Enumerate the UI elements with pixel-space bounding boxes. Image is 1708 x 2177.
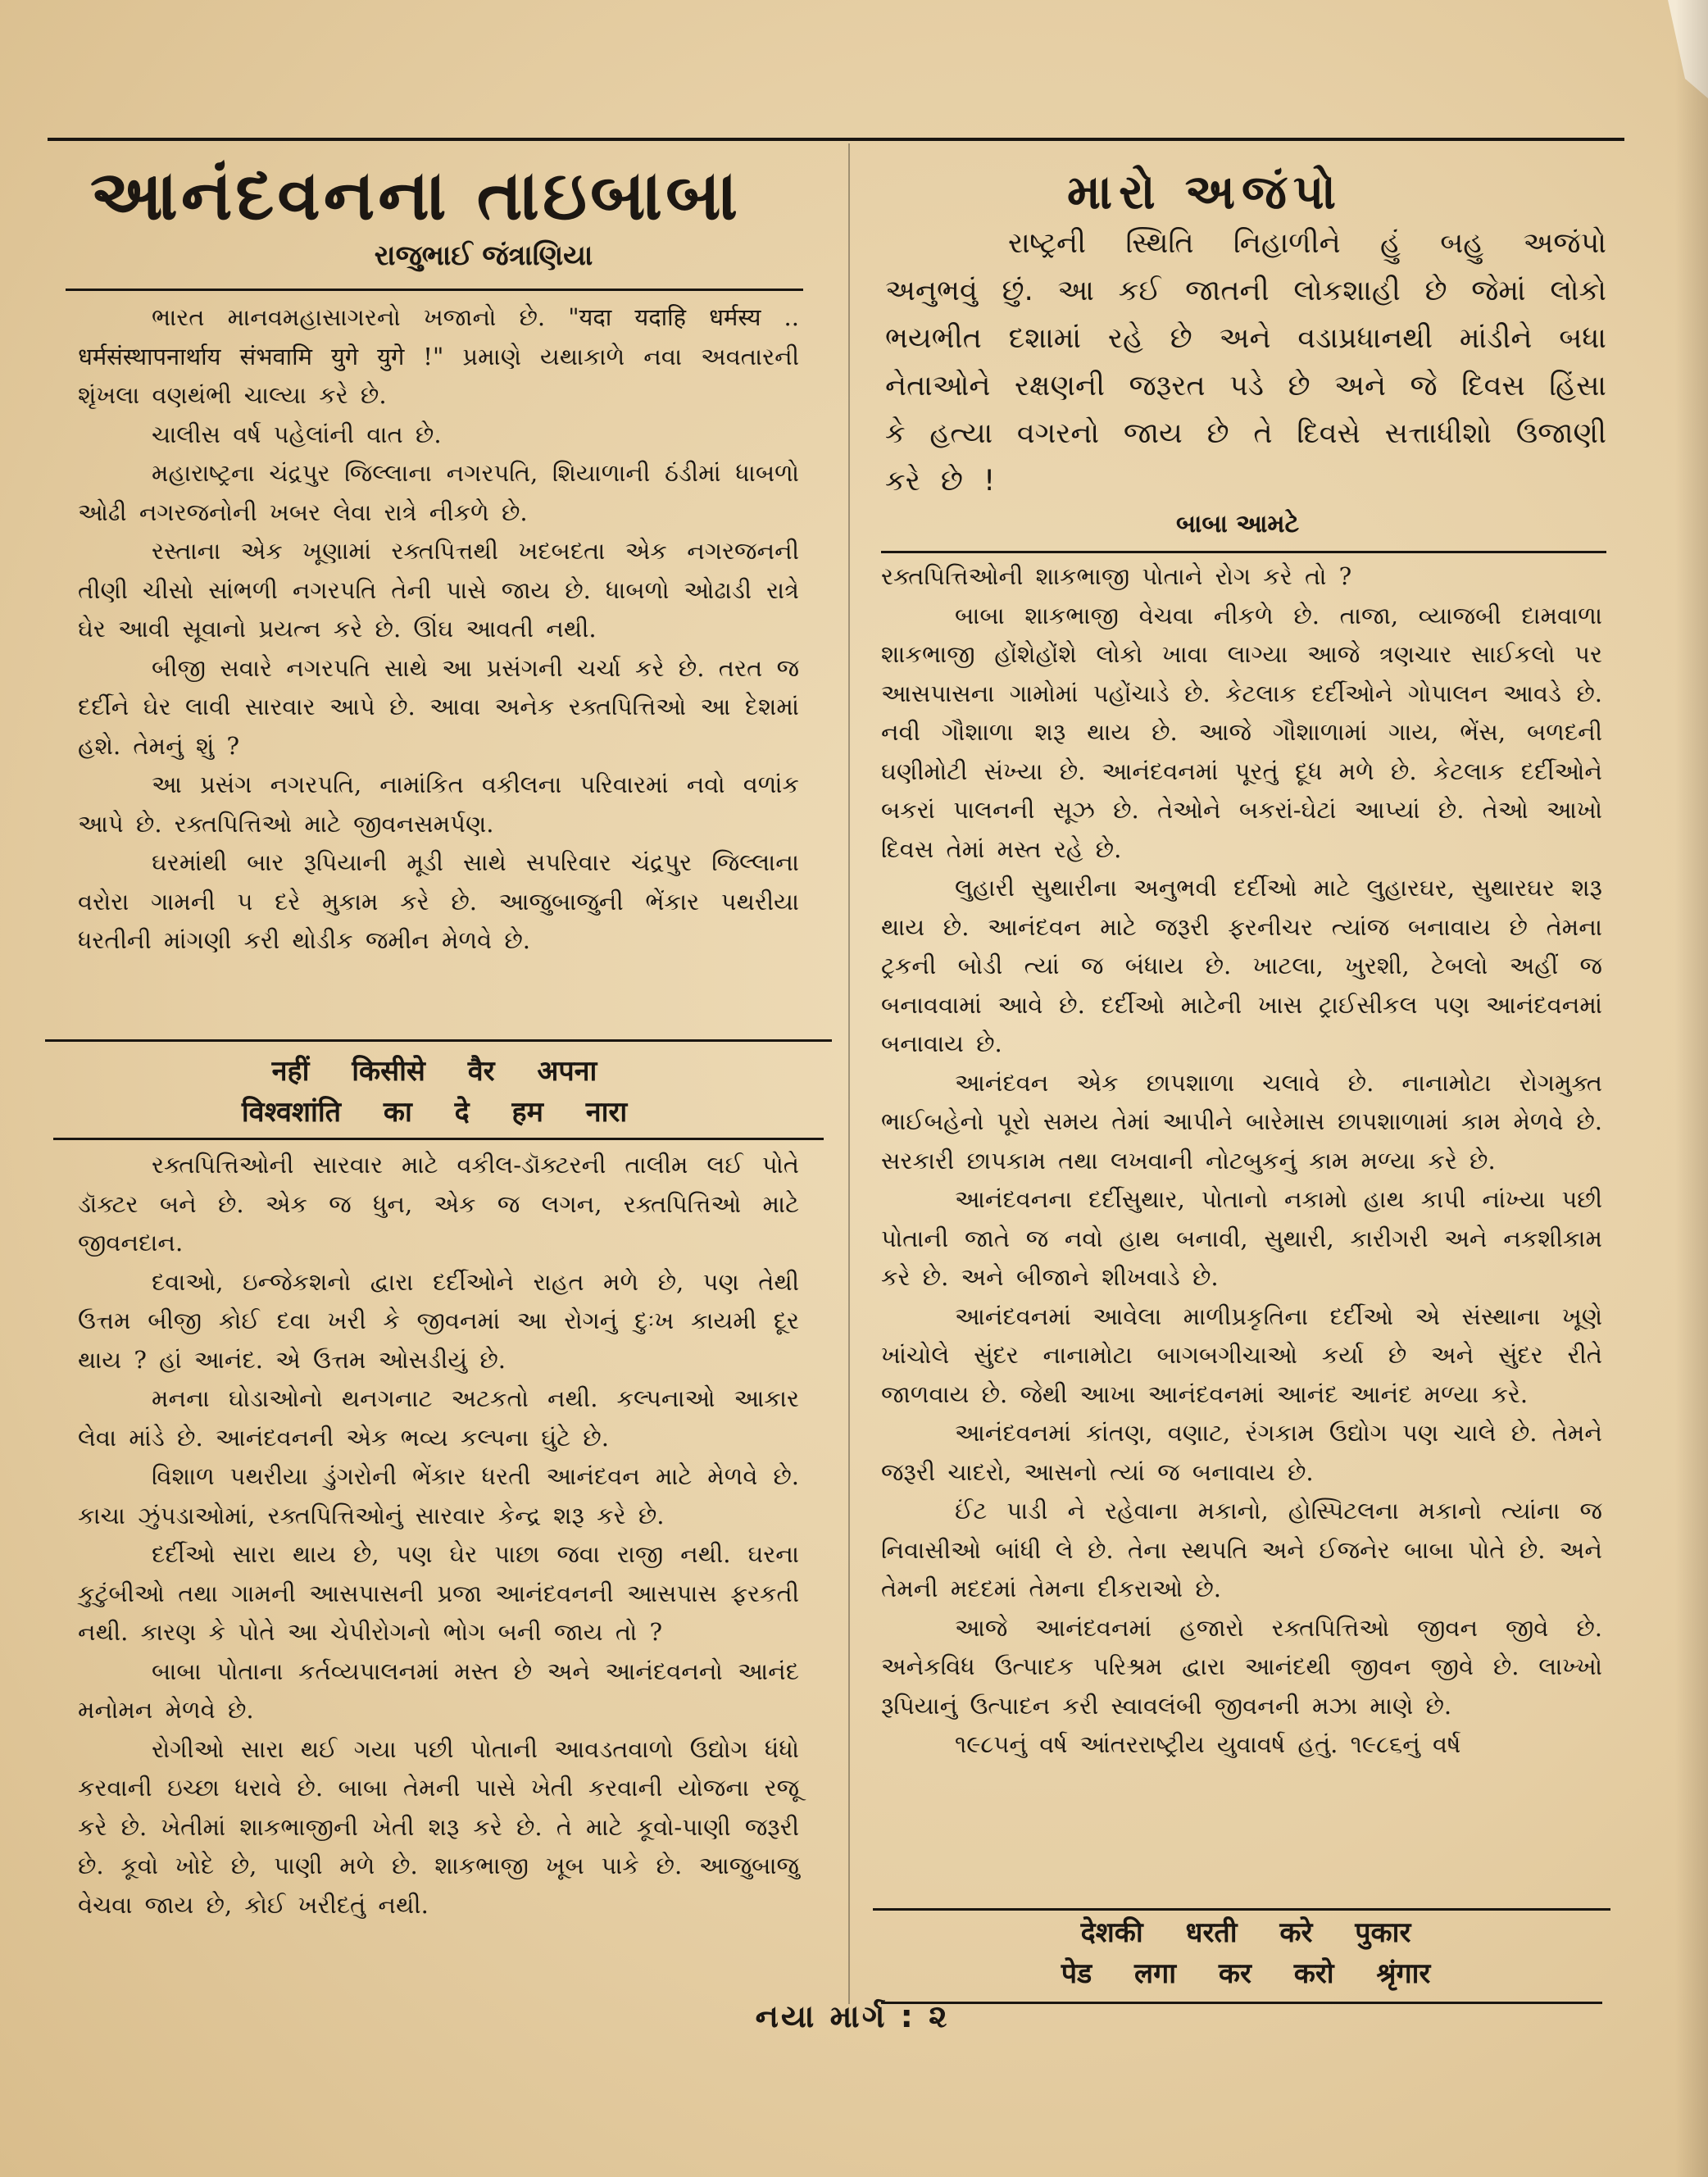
left-slogan-rule-bottom — [53, 1138, 824, 1140]
right-slogan-rule-top — [873, 1908, 1610, 1911]
paragraph: આનંદવનમાં કાંતણ, વણાટ, રંગકામ ઉદ્યોગ પણ ચાલે છે. તેમને જરૂરી ચાદરો, આસનો ત્યાં જ બનાવાય છે. — [881, 1419, 1602, 1486]
paragraph: બાબા શાકભાજી વેચવા નીકળે છે. તાજા, વ્યાજબી દામવાળા શાકભાજી હોંશેહોંશે લોકો ખાવા લાગ્યા આજે ત્રણચાર સાઈકલો પર આસપાસના ગામોમાં પહોંચાડે છે. કેટલાક દર્દીઓને ગોપાલન આવડે છે. નવી ગૌશાળા શરૂ થાય છે. આજે ગૌશાળામાં ગાય, ભેંસ, બળદની ઘણીમોટી સંખ્યા છે. આનંદવનમાં પૂરતું દૂધ મળે છે. કેટલાક દર્દીઓને બકરાં પાલનની સૂઝ છે. તેઓને બકરાં-ઘેટાં આપ્યાં છે. તેઓ આખો દિવસ તેમાં મસ્ત રહે છે. — [881, 601, 1602, 863]
left-column-top — [78, 298, 799, 961]
paragraph: આનંદવનના દર્દીસુથાર, પોતાનો નકામો હાથ કાપી નાંખ્યા પછી પોતાની જાતે જ નવો હાથ બનાવી, સુથારી, કારીગરી અને નકશીકામ કરે છે. અને બીજાને શીખવાડે છે. — [881, 1185, 1602, 1291]
paragraph: દર્દીઓ સારા થાય છે, પણ ઘેર પાછા જવા રાજી નથી. ઘરના કુટુંબીઓ તથા ગામની આસપાસની પ્રજા આનંદવનની આસપાસ ફરકતી નથી. કારણ કે પોતે આ ચેપીરોગનો ભોગ બની જાય તો ? — [78, 1540, 799, 1646]
paragraph: રોગીઓ સારા થઈ ગયા પછી પોતાની આવડતવાળો ઉદ્યોગ ધંધો કરવાની ઇચ્છા ધરાવે છે. બાબા તેમની પાસે ખેતી કરવાની યોજના રજૂ કરે છે. ખેતીમાં શાકભાજીની ખેતી શરૂ કરે છે. તે માટે કૂવો-પાણી જરૂરી છે. કૂવો ખોદે છે, પાણી મળે છે. શાકભાજી ખૂબ પાકે છે. આજુબાજુ વેચવા જાય છે, કોઈ ખરીદતું નથી. — [78, 1734, 799, 1919]
page-edge-shadow — [1675, 0, 1708, 2177]
paragraph: ચાલીસ વર્ષ પહેલાંની વાત છે. — [152, 420, 442, 448]
paragraph: રક્તપિત્તિઓની સારવાર માટે વકીલ-ડૉક્ટરની તાલીમ લઈ પોતે ડૉક્ટર બને છે. એક જ ધુન, એક જ લગન, રક્તપિત્તિઓ માટે જીવનદાન. — [78, 1151, 799, 1257]
right-column — [881, 557, 1602, 1765]
right-slogan-line-1: देशकी धरती करे पुकार — [1080, 1916, 1411, 1949]
paragraph: ૧૯૮૫નું વર્ષ આંતરરાષ્ટ્રીય યુવાવર્ષ હતું. ૧૯૮૬નું વર્ષ — [955, 1730, 1461, 1758]
paragraph: ઈંટ પાડી ને રહેવાના મકાનો, હોસ્પિટલના મકાનો ત્યાંના જ નિવાસીઓ બાંધી લે છે. તેના સ્થપતિ અને ઈજનેર બાબા પોતે છે. અને તેમની મદદમાં તેમના દીકરાઓ છે. — [881, 1497, 1602, 1602]
paragraph: આ પ્રસંગ નગરપતિ, નામાંકિત વકીલના પરિવારમાં નવો વળાંક આપે છે. રક્તપિત્તિઓ માટે જીવનસમર્પણ. — [78, 770, 799, 838]
page-footer: નયા માર્ગ : ૨ — [755, 1998, 950, 2034]
right-article-author: બાબા આમટે — [1175, 510, 1300, 539]
column-divider — [848, 143, 850, 2004]
paragraph: ભારત માનવમહાસાગરનો ખજાનો છે. "यदा यदाहि धर्मस्य .. धर्मसंस्थापनार्थाय संभवामि युगे युगे !" પ્રમાણે યથાકાળે નવા અવતારની શૃંખલા વણથંભી ચાલ્યા કરે છે. — [78, 303, 799, 409]
byline-rule — [66, 289, 803, 291]
left-article-title: આનંદવનના તાઇબાબા — [90, 155, 742, 235]
left-slogan-rule-top — [45, 1039, 832, 1042]
left-column-bottom — [78, 1146, 799, 1925]
paragraph: રસ્તાના એક ખૂણામાં રક્તપિત્તથી ખદબદતા એક નગરજનની તીણી ચીસો સાંભળી નગરપતિ તેની પાસે જાય છે. ધાબળો ઓઢાડી રાત્રે ઘેર આવી સૂવાનો પ્રયત્ન કરે છે. ઊંઘ આવતી નથી. — [78, 537, 799, 643]
left-slogan-line-1: नहीं किसीसे वैर अपना — [271, 1055, 597, 1088]
left-article-byline: રાજુભાઈ જંત્રાણિયા — [374, 239, 593, 272]
paragraph: આનંદવનમાં આવેલા માળીપ્રકૃતિના દર્દીઓ એ સંસ્થાના ખૂણે ખાંચોલે સુંદર નાનામોટા બાગબગીચાઓ કર્યા છે અને સુંદર રીતે જાળવાય છે. જેથી આખા આનંદવનમાં આનંદ આનંદ મળ્યા કરે. — [881, 1302, 1602, 1408]
right-slogan-line-2: पेड लगा कर करो श्रृंगार — [1061, 1957, 1431, 1990]
right-article-lead: રાષ્ટ્રની સ્થિતિ નિહાળીને હું બહુ અજંપો અનુભવું છું. આ કઈ જાતની લોકશાહી છે જેમાં લોકો ભયભીત દશામાં રહે છે અને વડાપ્રધાનથી માંડીને બધા નેતાઓને રક્ષણની જરૂરત પડે છે અને જે દિવસ હિંસા કે હત્યા વગરનો જાય છે તે દિવસે સત્તાધીશો ઉજાણી કરે છે ! — [885, 227, 1606, 498]
paragraph: બાબા પોતાના કર્તવ્યપાલનમાં મસ્ત છે અને આનંદવનનો આનંદ મનોમન મેળવે છે. — [78, 1657, 799, 1724]
paragraph: મહારાષ્ટ્રના ચંદ્રપુર જિલ્લાના નગરપતિ, શિયાળાની ઠંડીમાં ધાબળો ઓઢી નગરજનોની ખબર લેવા રાત્રે નીકળે છે. — [78, 459, 799, 526]
paragraph: આજે આનંદવનમાં હજારો રક્તપિત્તિઓ જીવન જીવે છે. અનેકવિધ ઉત્પાદક પરિશ્રમ દ્વારા આનંદથી જીવન જીવે છે. લાખ્ખો રૂપિયાનું ઉત્પાદન કરી સ્વાવલંબી જીવનની મઝા માણે છે. — [881, 1613, 1602, 1720]
paragraph: લુહારી સુથારીના અનુભવી દર્દીઓ માટે લુહારઘર, સુથારઘર શરૂ થાય છે. આનંદવન માટે જરૂરી ફરનીચર ત્યાંજ બનાવાય છે તેમના ટ્રકની બોડી ત્યાં જ બંધાય છે. ખાટલા, ખુરશી, ટેબલો અહીં જ બનાવવામાં આવે છે. દર્દીઓ માટેની ખાસ ટ્રાઈસીકલ પણ આનંદવનમાં બનાવાય છે. — [881, 874, 1602, 1057]
top-rule — [48, 138, 1624, 141]
right-article-title: મારો અજંપો — [1066, 164, 1343, 220]
paragraph: રક્તપિત્તિઓની શાકભાજી પોતાને રોગ કરે તો ? — [881, 562, 1352, 590]
paragraph: આનંદવન એક છાપશાળા ચલાવે છે. નાનામોટા રોગમુક્ત ભાઈબહેનો પૂરો સમય તેમાં આપીને બારેમાસ છાપશાળામાં કામ મેળવે છે. સરકારી છાપકામ તથા લખવાની નોટબુકનું કામ મળ્યા કરે છે. — [881, 1068, 1602, 1175]
left-slogan-line-2: विश्वशांति का दे हम नारा — [241, 1096, 628, 1129]
paragraph: મનના ઘોડાઓનો થનગનાટ અટકતો નથી. કલ્પનાઓ આકાર લેવા માંડે છે. આનંદવનની એક ભવ્ય કલ્પના ઘુંટે છે. — [78, 1384, 799, 1452]
paragraph: બીજી સવારે નગરપતિ સાથે આ પ્રસંગની ચર્ચા કરે છે. તરત જ દર્દીને ઘેર લાવી સારવાર આપે છે. આવા અનેક રક્તપિત્તિઓ આ દેશમાં હશે. તેમનું શું ? — [78, 653, 799, 760]
paragraph: ઘરમાંથી બાર રૂપિયાની મૂડી સાથે સપરિવાર ચંદ્રપુર જિલ્લાના વરોરા ગામની ૫ દરે મુકામ કરે છે. આજુબાજુની ભેંકાર પથરીયા ધરતીની માંગણી કરી થોડીક જમીન મેળવે છે. — [78, 848, 799, 954]
paragraph: દવાઓ, ઇન્જેકશનો દ્વારા દર્દીઓને રાહત મળે છે, પણ તેથી ઉત્તમ બીજી કોઈ દવા ખરી કે જીવનમાં આ રોગનું દુઃખ કાયમી દૂર થાય ? હાં આનંદ. એ ઉત્તમ ઓસડીયું છે. — [78, 1267, 799, 1374]
author-rule — [881, 551, 1606, 553]
paragraph: વિશાળ પથરીયા ડુંગરોની ભેંકાર ધરતી આનંદવન માટે મેળવે છે. કાચા ઝુંપડાઓમાં, રક્તપિત્તિઓનું સારવાર કેન્દ્ર શરૂ કરે છે. — [78, 1462, 799, 1529]
